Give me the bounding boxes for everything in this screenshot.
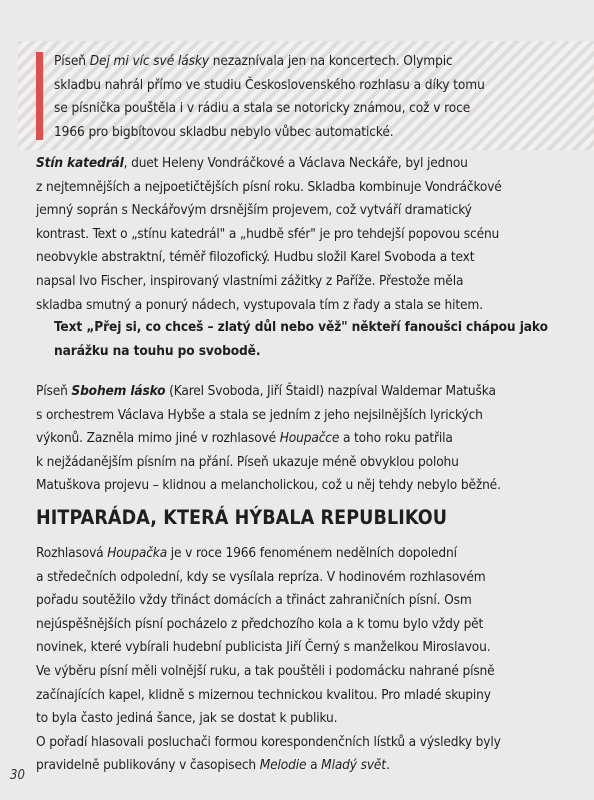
callout-text: [54, 50, 579, 144]
paragraph-houpacka: Rozhlasová Houpačka je v roce 1966 fenoménem nedělních dopolední a středečních odpolední, kdy se vysílala repríza. V hodinovém rozhlasovém pořadu soutěžilo vždy třináct domácích a třináct zahraničních písní. Osm nejúspěšnějších písní pocházelo z předchozího kola a k tomu bylo vždy pět novinek, které vybírali hudební publicista Jiří Černý s manželkou Miroslavou. Ve výběru písní měli volnější ruku, a tak pouštěli i podomácku nahrané písně začínajících kapel, klidně s mizernou technickou kvalitou. Pro mladé skupiny to byla často jediná šance, jak se dostat k publiku. O pořadí hlasovali posluchači formou korespondenčních lístků a výsledky byly pravidelně publikovány v časopisech Melodie a Mladý svět.: [36, 545, 501, 774]
song-title: Stín katedrál: [36, 155, 124, 171]
callout-line: skladbu nahrál přímo ve studiu Československého rozhlasu a díky tomu: [54, 76, 485, 93]
callout-line: 1966 pro bigbítovou skladbu nebylo vůbec automatické.: [54, 123, 394, 140]
song-title: Dej mi víc své lásky: [89, 53, 209, 69]
callout-line: Píseň Dej mi víc své lásky nezaznívala jen na koncertech. Olympic: [54, 53, 453, 69]
callout-accent-bar: [36, 52, 43, 140]
page-number: 30: [10, 768, 25, 783]
paragraph-stin-katedral: Stín katedrál, duet Heleny Vondráčkové a Václava Neckáře, byl jednou z nejtemnějších a nejpoetičtějších písní roku. Skladba kombinuje Vondráčkové jemný soprán s Neckářovým drsnějším projevem, což vytváří dramatický kontrast. Text o „stínu katedrál" a „hudbě sfér" je pro tehdejší popovou scénu neobvykle abstraktní, téměř filozofický. Hudbu složil Karel Svoboda a text napsal Ivo Fischer, inspirovaný vlastními zážitky z Paříže. Přestože měla skladba smutný a ponurý nádech, vystupovala tím z řady a stala se hitem.: [36, 155, 502, 313]
section-heading: HITPARÁDA, KTERÁ HÝBALA REPUBLIKOU: [36, 506, 448, 529]
pull-quote: Text „Přej si, co chceš – zlatý důl nebo věž" někteří fanoušci chápou jako narážku na touhu po svobodě.: [54, 319, 548, 359]
callout-line: se písnička pouštěla i v rádiu a stala se notoricky známou, což v roce: [54, 100, 471, 117]
song-title: Sbohem lásko: [71, 383, 166, 399]
paragraph-sbohem-lasko: Píseň Sbohem lásko (Karel Svoboda, Jiří Štaidl) nazpíval Waldemar Matuška s orchestrem Václava Hybše a stala se jedním z jeho nejsilnějších lyrických výkonů. Zazněla mimo jiné v rozhlasové Houpačce a toho roku patřila k nejžádanějším písním na přání. Píseň ukazuje méně obvyklou polohu Matuškova projevu – klidnou a melancholickou, což u něj tehdy nebylo běžné.: [36, 383, 501, 494]
